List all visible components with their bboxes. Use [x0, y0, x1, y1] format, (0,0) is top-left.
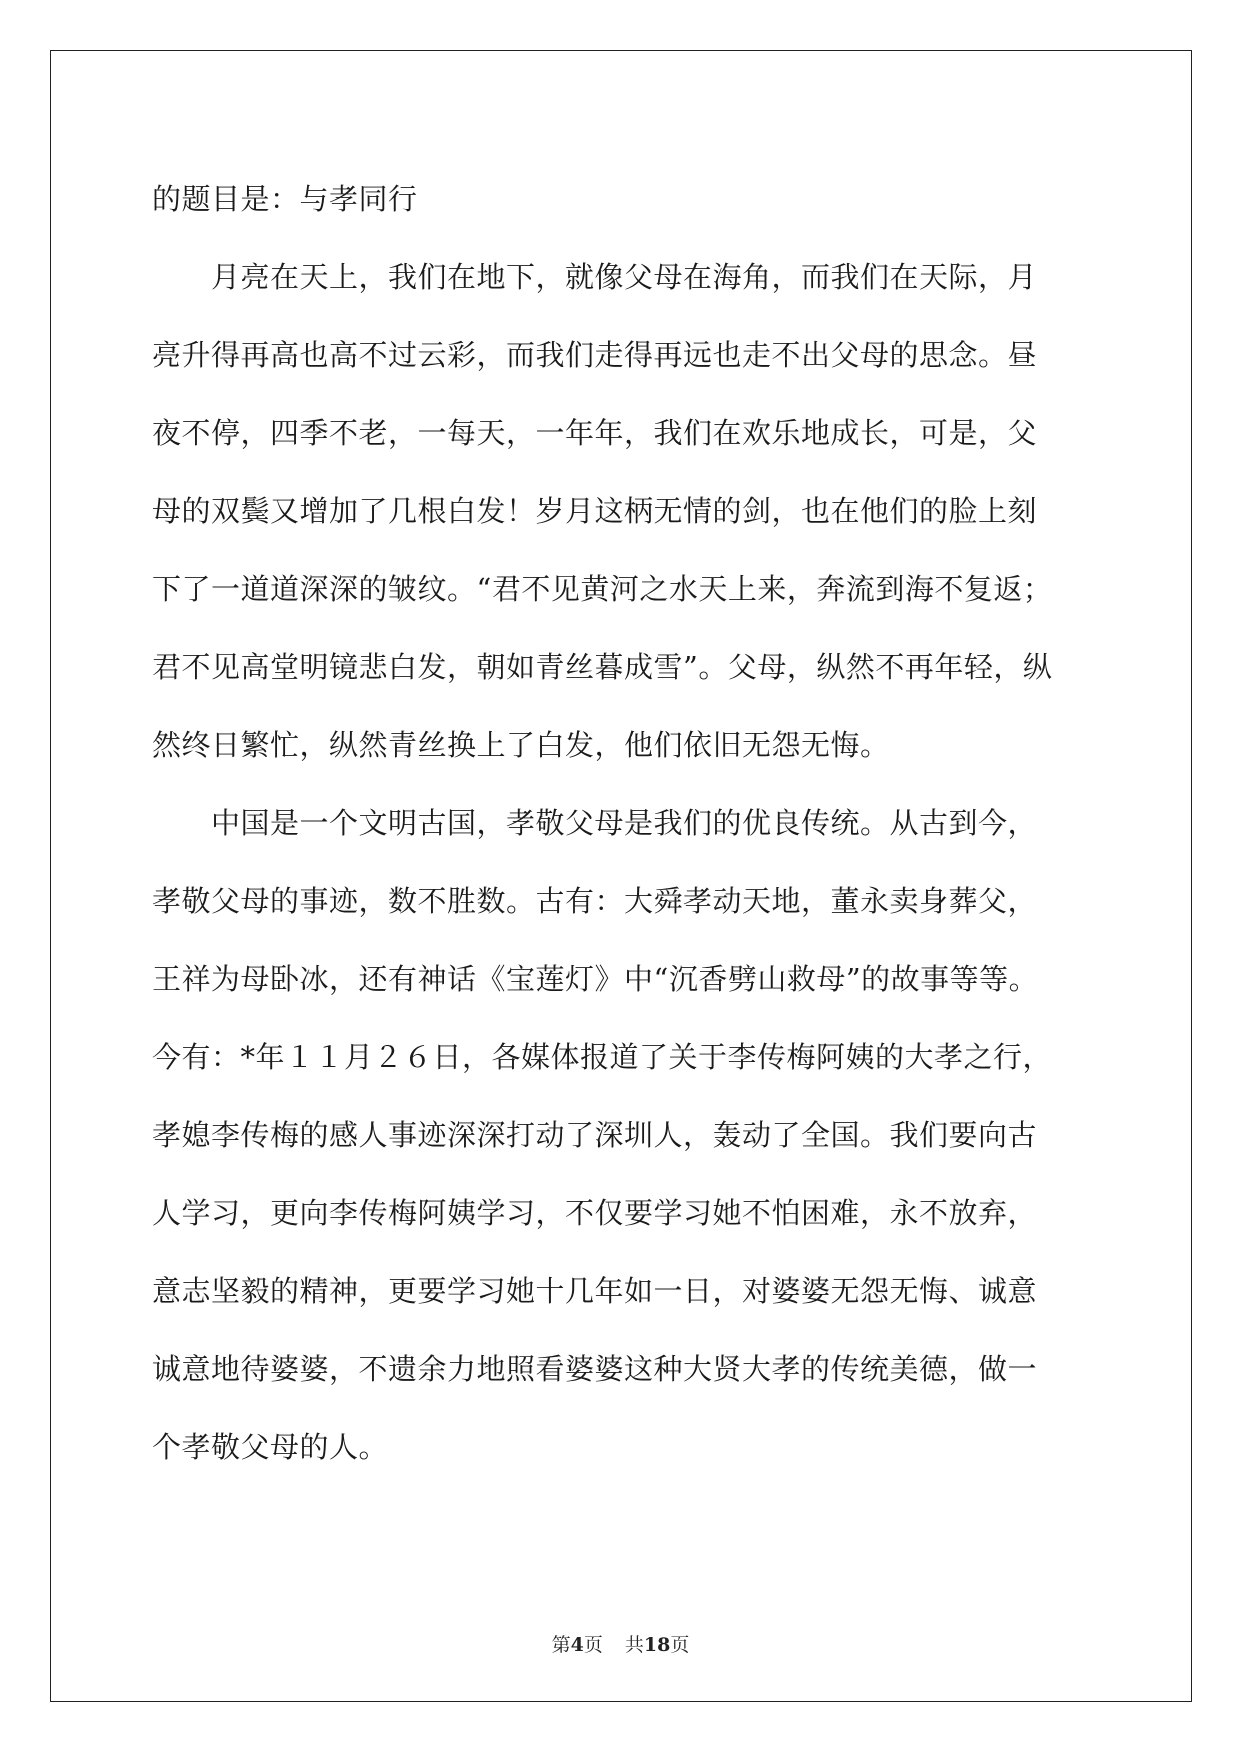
- page-suffix: 页: [583, 1634, 603, 1656]
- text-line: 亮升得再高也高不过云彩，而我们走得再远也走不出父母的思念。昼: [152, 338, 1038, 372]
- total-suffix: 页: [670, 1634, 690, 1656]
- page-prefix: 第: [551, 1634, 571, 1656]
- page-footer: [0, 1630, 1241, 1657]
- text-line: 孝媳李传梅的感人事迹深深打动了深圳人，轰动了全国。我们要向古: [152, 1118, 1038, 1152]
- text-line: 诚意地待婆婆，不遗余力地照看婆婆这种大贤大孝的传统美德，做一: [152, 1352, 1038, 1386]
- text-line: 的题目是：与孝同行: [152, 182, 418, 216]
- text-line: 君不见高堂明镜悲白发，朝如青丝暮成雪”。父母，纵然不再年轻，纵: [152, 650, 1053, 684]
- total-pages: 18: [643, 1634, 671, 1656]
- text-line: 月亮在天上，我们在地下，就像父母在海角，而我们在天际，月: [152, 260, 1038, 294]
- document-body: [152, 160, 1092, 1486]
- text-line: 下了一道道深深的皱纹。“君不见黄河之水天上来，奔流到海不复返；: [152, 572, 1053, 606]
- total-prefix: 共: [624, 1634, 644, 1656]
- text-line: 孝敬父母的事迹，数不胜数。古有：大舜孝动天地，董永卖身葬父，: [152, 884, 1038, 918]
- text-line: 今有：*年１１月２６日，各媒体报道了关于李传梅阿姨的大孝之行，: [152, 1040, 1053, 1074]
- page-number: 4: [570, 1634, 584, 1656]
- text-line: 个孝敬父母的人。: [152, 1430, 389, 1464]
- text-line: 王祥为母卧冰，还有神话《宝莲灯》中“沉香劈山救母”的故事等等。: [152, 962, 1039, 996]
- text-line: 夜不停，四季不老，一每天，一年年，我们在欢乐地成长，可是，父: [152, 416, 1038, 450]
- text-line: 人学习，更向李传梅阿姨学习，不仅要学习她不怕困难，永不放弃，: [152, 1196, 1038, 1230]
- text-line: 然终日繁忙，纵然青丝换上了白发，他们依旧无怨无悔。: [152, 728, 890, 762]
- text-line: 中国是一个文明古国，孝敬父母是我们的优良传统。从古到今，: [152, 806, 1038, 840]
- text-line: 意志坚毅的精神，更要学习她十几年如一日，对婆婆无怨无悔、诚意: [152, 1274, 1038, 1308]
- text-line: 母的双鬓又增加了几根白发！岁月这柄无情的剑，也在他们的脸上刻: [152, 494, 1038, 528]
